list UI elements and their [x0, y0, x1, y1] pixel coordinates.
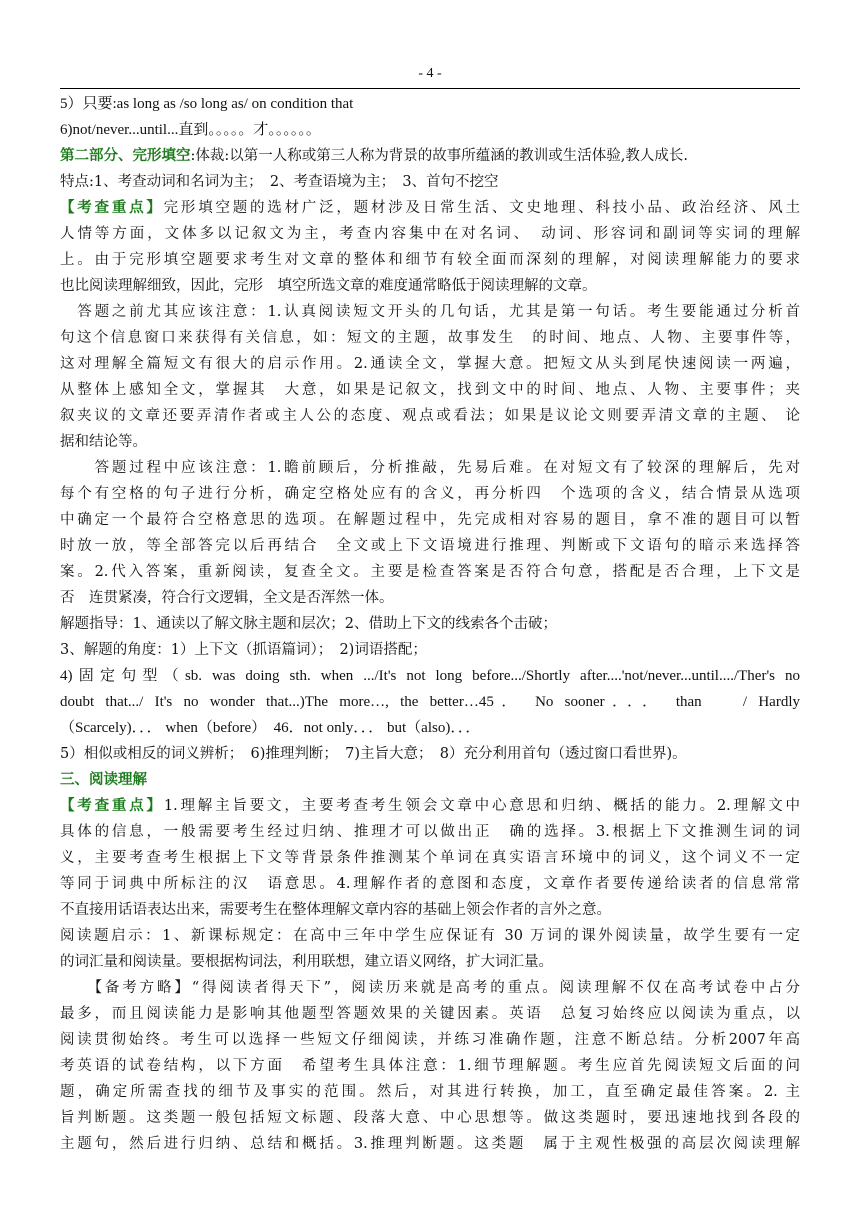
- text-line: [60, 429, 800, 455]
- line-text: 句这个信息窗口来获得有关信息，如：短文的主题，故事发生 的时间、地点、人物、主要事件等，: [60, 330, 800, 346]
- line-text: 答题过程中应该注意：1.瞻前顾后，分析推敲，先易后难。在对短文有了较深的理解后，先对: [60, 460, 800, 476]
- text-line: [60, 1079, 800, 1105]
- text-line: [60, 533, 800, 559]
- text-line: [60, 91, 800, 117]
- text-line: [60, 897, 800, 923]
- text-line: [60, 949, 800, 975]
- line-text: doubt that.../ It's no wonder that...)The more…, the better…45． No sooner．．． than / Hardly: [60, 694, 800, 710]
- section-heading: 三、阅读理解: [60, 771, 147, 788]
- line-text: 考英语的试卷结构，以下方面 希望考生具体注意：1.细节理解题。考生应首先阅读短文后面的问: [60, 1058, 800, 1074]
- text-line: [60, 299, 800, 325]
- line-text: 阅读贯彻始终。考生可以选择一些短文仔细阅读，并练习准确作题，注意不断总结。分析2007年高: [60, 1032, 800, 1048]
- text-line: [60, 273, 800, 299]
- line-text: 时放一放，等全部答完以后再结合 全文或上下文语境进行推理、判断或下文语句的暗示来选择答: [60, 538, 800, 554]
- line-text: 也比阅读理解细致，因此，完形 填空所选文章的难度通常略低于阅读理解的文章。: [60, 278, 597, 294]
- line-text: 【备考方略】“得阅读者得天下”，阅读历来就是高考的重点。阅读理解不仅在高考试卷中占分: [60, 980, 800, 996]
- text-line: [60, 221, 800, 247]
- section-heading: 【考查重点】: [60, 797, 164, 814]
- line-text: 5）相似或相反的词义辨析； 6)推理判断； 7)主旨大意； 8）充分利用首句（透过窗口看世界)。: [60, 746, 687, 762]
- text-line: [60, 1053, 800, 1079]
- line-text: 3、解题的角度：1）上下文（抓语篇词）； 2)词语搭配；: [60, 642, 427, 658]
- line-text: 义，主要考查考生根据上下文等背景条件推测某个单词在真实语言环境中的词义，这个词义不一定: [60, 850, 800, 866]
- text-line: [60, 585, 800, 611]
- text-line: [60, 403, 800, 429]
- line-text: 阅读题启示：1、新课标规定：在高中三年中学生应保证有 30 万词的课外阅读量，故学生要有一定: [60, 928, 800, 944]
- text-line: [60, 559, 800, 585]
- line-text: 中确定一个最符合空格意思的选项。在解题过程中，先完成相对容易的题目，拿不准的题目可以暂: [60, 512, 800, 528]
- text-line: [60, 1105, 800, 1131]
- page-number: - 4 -: [418, 66, 442, 81]
- text-line: [60, 689, 800, 715]
- text-line: [60, 455, 800, 481]
- text-line: [60, 975, 800, 1001]
- line-text: 1.理解主旨要文，主要考查考生领会文章中心意思和归纳、概括的能力。2.理解文中: [163, 798, 800, 814]
- text-line: [60, 377, 800, 403]
- line-text: 这对理解全篇短文有很大的启示作用。2.通读全文，掌握大意。把短文从头到尾快速阅读一两遍，: [60, 356, 800, 372]
- text-line: [60, 247, 800, 273]
- line-text: 据和结论等。: [60, 434, 147, 450]
- line-text: 案。2.代入答案，重新阅读，复查全文。主要是检查答案是否符合句意，搭配是否合理，上下文是: [60, 564, 800, 580]
- header-rule: [60, 88, 800, 89]
- text-line: [60, 481, 800, 507]
- line-text: 特点:1、考查动词和名词为主； 2、考查语境为主； 3、首句不挖空: [60, 174, 499, 190]
- text-line: [60, 325, 800, 351]
- line-text: 的词汇量和阅读量。要根据构词法，利用联想，建立语义网络，扩大词汇量。: [60, 954, 553, 970]
- line-text: :体裁:以第一人称或第三人称为背景的故事所蕴涵的教训或生活体验,教人成长.: [190, 148, 688, 164]
- section-heading: 【考查重点】: [60, 199, 164, 216]
- line-text: 每个有空格的句子进行分析，确定空格处应有的含义，再分析四 个选项的含义，结合情景从选项: [60, 486, 800, 502]
- line-text: 题，确定所需查找的细节及事实的范围。然后，对其进行转换，加工，直至确定最佳答案。2. 主: [60, 1084, 800, 1100]
- line-text: 完形填空题的选材广泛，题材涉及日常生活、文史地理、科技小品、政治经济、风土: [163, 200, 800, 216]
- text-line: [60, 1001, 800, 1027]
- line-text: 最多，而且阅读能力是影响其他题型答题效果的关键因素。英语 总复习始终应以阅读为重点，以: [60, 1006, 800, 1022]
- line-text: 具体的信息，一般需要考生经过归纳、推理才可以做出正 确的选择。3.根据上下文推测生词的词: [60, 824, 800, 840]
- text-line: [60, 793, 800, 819]
- line-text: 6)not/never...until...直到。。。。。才。。。。。。: [60, 122, 321, 138]
- line-text: 从整体上感知全文，掌握其 大意，如果是记叙文，找到文中的时间、地点、人物、主要事件；夹: [60, 382, 800, 398]
- line-text: 否 连贯紧凑，符合行文逻辑，全文是否浑然一体。: [60, 590, 394, 606]
- line-text: 4)固定句型（sb. was doing sth. when .../It's not long before.../Shortly after....'not/never...until..../Ther's no: [60, 668, 800, 684]
- text-line: [60, 715, 800, 741]
- line-text: 叙夹议的文章还要弄清作者或主人公的态度、观点或看法；如果是议论文则要弄清文章的主题、 论: [60, 408, 800, 424]
- line-text: 主题句，然后进行归纳、总结和概括。3.推理判断题。这类题 属于主观性极强的高层次阅读理解: [60, 1136, 800, 1152]
- line-text: 等同于词典中所标注的汉 语意思。4.理解作者的意图和态度，文章作者要传递给读者的信息常常: [60, 876, 800, 892]
- text-line: [60, 143, 800, 169]
- section-heading: 第二部分、完形填空: [60, 147, 191, 164]
- line-text: 不直接用话语表达出来，需要考生在整体理解文章内容的基础上领会作者的言外之意。: [60, 902, 611, 918]
- line-text: 答题之前尤其应该注意：1.认真阅读短文开头的几句话，尤其是第一句话。考生要能通过分析首: [60, 304, 800, 320]
- line-text: （Scarcely)．．． when（before） 46．not only．．． but（also)．．．: [60, 720, 481, 736]
- text-line: [60, 195, 800, 221]
- line-text: 解题指导：1、通读以了解文脉主题和层次；2、借助上下文的线索各个击破；: [60, 616, 557, 632]
- text-line: [60, 663, 800, 689]
- line-text: 人情等方面，文体多以记叙文为主，考查内容集中在对名词、 动词、形容词和副词等实词的理解: [60, 226, 800, 242]
- text-line: [60, 1131, 800, 1157]
- text-line: [60, 611, 800, 637]
- text-line: [60, 871, 800, 897]
- text-line: [60, 741, 800, 767]
- text-line: [60, 351, 800, 377]
- text-line: [60, 169, 800, 195]
- text-line: [60, 819, 800, 845]
- line-text: 上。由于完形填空题要求考生对文章的整体和细节有较全面而深刻的理解，对阅读理解能力的要求: [60, 252, 800, 268]
- text-line: [60, 923, 800, 949]
- text-line: [60, 767, 800, 793]
- line-text: 旨判断题。这类题一般包括短文标题、段落大意、中心思想等。做这类题时，要迅速地找到各段的: [60, 1110, 800, 1126]
- text-line: [60, 117, 800, 143]
- text-line: [60, 507, 800, 533]
- text-line: [60, 637, 800, 663]
- text-line: [60, 1027, 800, 1053]
- text-line: [60, 845, 800, 871]
- line-text: 5）只要:as long as /so long as/ on condition that: [60, 96, 354, 112]
